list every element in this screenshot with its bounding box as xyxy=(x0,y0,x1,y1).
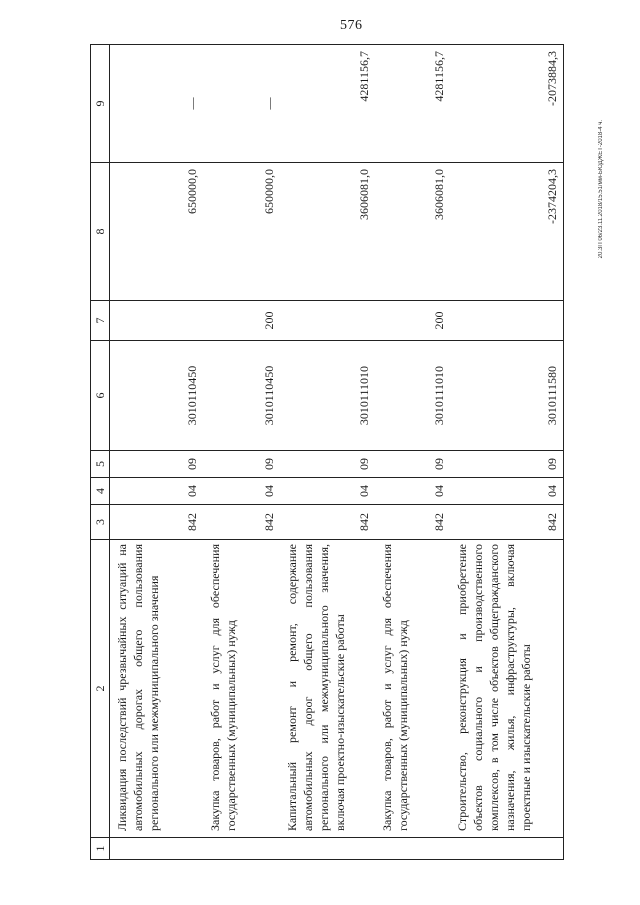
cell-target-article: 3010110450 xyxy=(203,341,280,451)
cell-amount-col8: 650000,0 xyxy=(203,163,280,301)
cell-target-article: 3010111580 xyxy=(450,341,564,451)
cell-expense-type: 200 xyxy=(375,301,450,341)
cell-section: 04 xyxy=(280,478,375,505)
rotated-table-container xyxy=(90,45,559,860)
page-number: 576 xyxy=(340,18,363,33)
column-header: 3 xyxy=(91,505,110,540)
empty-cell xyxy=(375,838,450,860)
cell-section: 04 xyxy=(450,478,564,505)
cell-section: 04 xyxy=(203,478,280,505)
cell-expense-type xyxy=(110,301,204,341)
cell-ministry-code: 842 xyxy=(110,505,204,540)
document-footer-note: 20.3П 06/23.11.2018/15.51/мм-БЮДЖЕТ-2018-4 ч. xyxy=(598,120,604,259)
column-header: 8 xyxy=(91,163,110,301)
cell-section: 04 xyxy=(375,478,450,505)
cell-target-article: 3010111010 xyxy=(375,341,450,451)
column-header: 4 xyxy=(91,478,110,505)
table-row xyxy=(110,45,204,860)
table-row xyxy=(450,45,564,860)
column-header: 1 xyxy=(91,838,110,860)
table-header-row xyxy=(91,45,110,860)
cell-expense-type xyxy=(450,301,564,341)
column-header: 7 xyxy=(91,301,110,341)
cell-amount-col8: 3606081,0 xyxy=(375,163,450,301)
row-description: Капитальный ремонт и ремонт, содержание автомобильных дорог общего пользования регионального или межмуниципального значения, включая проектно-изыскательские работы xyxy=(280,540,375,838)
empty-cell xyxy=(110,838,204,860)
cell-section: 04 xyxy=(110,478,204,505)
cell-ministry-code: 842 xyxy=(375,505,450,540)
cell-expense-type: 200 xyxy=(203,301,280,341)
cell-subsection: 09 xyxy=(280,451,375,478)
budget-table xyxy=(90,44,564,860)
cell-amount-col8: 3606081,0 xyxy=(280,163,375,301)
cell-ministry-code: 842 xyxy=(203,505,280,540)
cell-amount-col9: 4281156,7 xyxy=(280,45,375,163)
cell-subsection: 09 xyxy=(110,451,204,478)
cell-subsection: 09 xyxy=(203,451,280,478)
cell-amount-col9: 4281156,7 xyxy=(375,45,450,163)
cell-ministry-code: 842 xyxy=(280,505,375,540)
column-header: 6 xyxy=(91,341,110,451)
table-row xyxy=(280,45,375,860)
empty-cell xyxy=(280,838,375,860)
cell-ministry-code: 842 xyxy=(450,505,564,540)
cell-amount-col9: -2073884,3 xyxy=(450,45,564,163)
row-description: Закупка товаров, работ и услуг для обеспечения государственных (муниципальных) нужд xyxy=(375,540,450,838)
cell-amount-col8: 650000,0 xyxy=(110,163,204,301)
cell-expense-type xyxy=(280,301,375,341)
row-description: Закупка товаров, работ и услуг для обеспечения государственных (муниципальных) нужд xyxy=(203,540,280,838)
cell-subsection: 09 xyxy=(450,451,564,478)
cell-subsection: 09 xyxy=(375,451,450,478)
row-description: Ликвидация последствий чрезвычайных ситуаций на автомобильных дорогах общего пользования регионального или межмуниципального значения xyxy=(110,540,204,838)
cell-amount-col9: — xyxy=(203,45,280,163)
column-header: 2 xyxy=(91,540,110,838)
row-description: Строительство, реконструкция и приобретение объектов социального и производственного комплексов, в том числе объектов общегражданского назначения, жилья, инфраструктуры, включая проектные и изыскательские работы xyxy=(450,540,564,838)
table-row xyxy=(375,45,450,860)
cell-target-article: 3010110450 xyxy=(110,341,204,451)
column-header: 9 xyxy=(91,45,110,163)
cell-amount-col9: — xyxy=(110,45,204,163)
column-header: 5 xyxy=(91,451,110,478)
table-row xyxy=(203,45,280,860)
empty-cell xyxy=(203,838,280,860)
empty-cell xyxy=(450,838,564,860)
cell-amount-col8: -2374204,3 xyxy=(450,163,564,301)
cell-target-article: 3010111010 xyxy=(280,341,375,451)
